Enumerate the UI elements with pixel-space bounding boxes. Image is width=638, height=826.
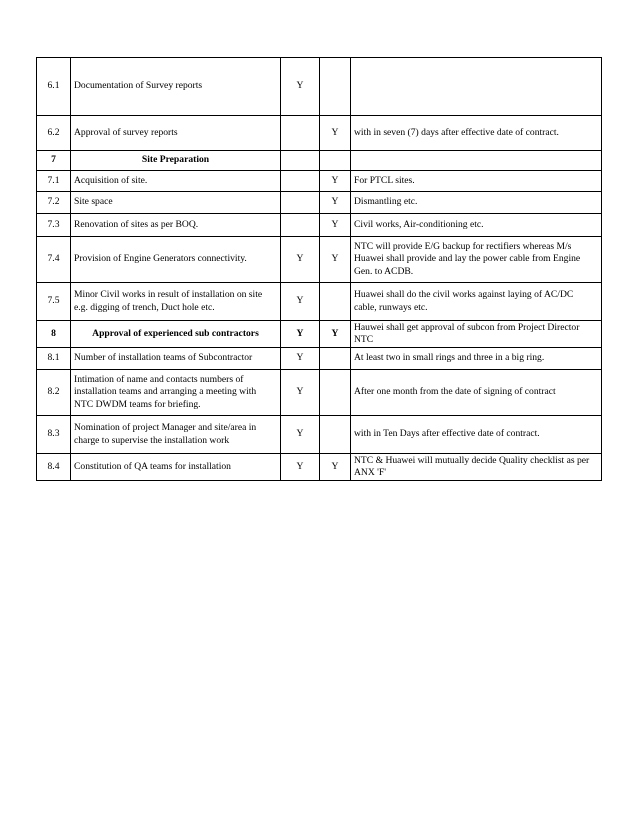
- responsibility-mark-b: Y: [320, 237, 351, 283]
- responsibility-mark-a: [281, 151, 320, 171]
- responsibility-mark-a: Y: [281, 283, 320, 321]
- activity-cell: Number of installation teams of Subcontractor: [71, 348, 281, 370]
- table-row: [37, 214, 602, 237]
- activity-cell: Approval of survey reports: [71, 116, 281, 151]
- remarks-cell: with in Ten Days after effective date of contract.: [351, 416, 602, 454]
- item-number: 6.2: [37, 116, 71, 151]
- activity-cell: Minor Civil works in result of installation on site e.g. digging of trench, Duct hole etc.: [71, 283, 281, 321]
- item-number: 6.1: [37, 58, 71, 116]
- table-row: [37, 192, 602, 214]
- activity-cell: Renovation of sites as per BOQ.: [71, 214, 281, 237]
- responsibility-mark-a: Y: [281, 454, 320, 481]
- activity-cell: Intimation of name and contacts numbers of installation teams and arranging a meeting with NTC DWDM teams for briefing.: [71, 370, 281, 416]
- responsibility-mark-a: Y: [281, 58, 320, 116]
- activity-cell: Acquisition of site.: [71, 171, 281, 192]
- table-row: [37, 454, 602, 481]
- section-number: 7: [37, 151, 71, 171]
- table-row: [37, 237, 602, 283]
- responsibility-mark-a: Y: [281, 321, 320, 348]
- table-row: [37, 58, 602, 116]
- responsibility-mark-a: [281, 214, 320, 237]
- responsibility-mark-b: [320, 416, 351, 454]
- section-row: [37, 321, 602, 348]
- activity-cell: Nomination of project Manager and site/area in charge to supervise the installation work: [71, 416, 281, 454]
- responsibility-mark-a: [281, 192, 320, 214]
- activity-cell: Site space: [71, 192, 281, 214]
- responsibility-mark-b: [320, 151, 351, 171]
- item-number: 7.3: [37, 214, 71, 237]
- remarks-cell: For PTCL sites.: [351, 171, 602, 192]
- responsibility-mark-a: Y: [281, 237, 320, 283]
- table-row: [37, 348, 602, 370]
- remarks-cell: NTC will provide E/G backup for rectifiers whereas M/s Huawei shall provide and lay the power cable from Engine Gen. to ACDB.: [351, 237, 602, 283]
- responsibility-mark-b: [320, 348, 351, 370]
- item-number: 8.1: [37, 348, 71, 370]
- remarks-cell: Dismantling etc.: [351, 192, 602, 214]
- activity-cell: Documentation of Survey reports: [71, 58, 281, 116]
- table-row: [37, 171, 602, 192]
- responsibility-mark-b: Y: [320, 171, 351, 192]
- remarks-cell: After one month from the date of signing of contract: [351, 370, 602, 416]
- responsibility-mark-a: Y: [281, 416, 320, 454]
- remarks-cell: [351, 58, 602, 116]
- item-number: 7.4: [37, 237, 71, 283]
- remarks-cell: At least two in small rings and three in a big ring.: [351, 348, 602, 370]
- item-number: 7.2: [37, 192, 71, 214]
- table-row: [37, 116, 602, 151]
- responsibility-mark-b: Y: [320, 454, 351, 481]
- responsibility-mark-b: [320, 58, 351, 116]
- responsibility-mark-a: [281, 171, 320, 192]
- remarks-cell: Civil works, Air-conditioning etc.: [351, 214, 602, 237]
- responsibility-mark-b: Y: [320, 192, 351, 214]
- remarks-cell: Hauwei shall get approval of subcon from Project Director NTC: [351, 321, 602, 348]
- item-number: 8.3: [37, 416, 71, 454]
- remarks-cell: [351, 151, 602, 171]
- responsibility-table: [36, 57, 602, 481]
- item-number: 8.4: [37, 454, 71, 481]
- responsibility-mark-b: [320, 370, 351, 416]
- responsibility-mark-a: Y: [281, 348, 320, 370]
- item-number: 7.5: [37, 283, 71, 321]
- section-number: 8: [37, 321, 71, 348]
- responsibility-mark-b: Y: [320, 214, 351, 237]
- table-row: [37, 370, 602, 416]
- responsibility-mark-a: Y: [281, 370, 320, 416]
- activity-cell: Constitution of QA teams for installation: [71, 454, 281, 481]
- remarks-cell: with in seven (7) days after effective date of contract.: [351, 116, 602, 151]
- section-title: Approval of experienced sub contractors: [71, 321, 281, 348]
- remarks-cell: NTC & Huawei will mutually decide Quality checklist as per ANX 'F': [351, 454, 602, 481]
- remarks-cell: Huawei shall do the civil works against laying of AC/DC cable, runways etc.: [351, 283, 602, 321]
- responsibility-mark-b: [320, 283, 351, 321]
- item-number: 8.2: [37, 370, 71, 416]
- table-row: [37, 283, 602, 321]
- responsibility-mark-b: Y: [320, 116, 351, 151]
- responsibility-mark-b: Y: [320, 321, 351, 348]
- section-title: Site Preparation: [71, 151, 281, 171]
- responsibility-mark-a: [281, 116, 320, 151]
- section-row: [37, 151, 602, 171]
- table-row: [37, 416, 602, 454]
- activity-cell: Provision of Engine Generators connectivity.: [71, 237, 281, 283]
- item-number: 7.1: [37, 171, 71, 192]
